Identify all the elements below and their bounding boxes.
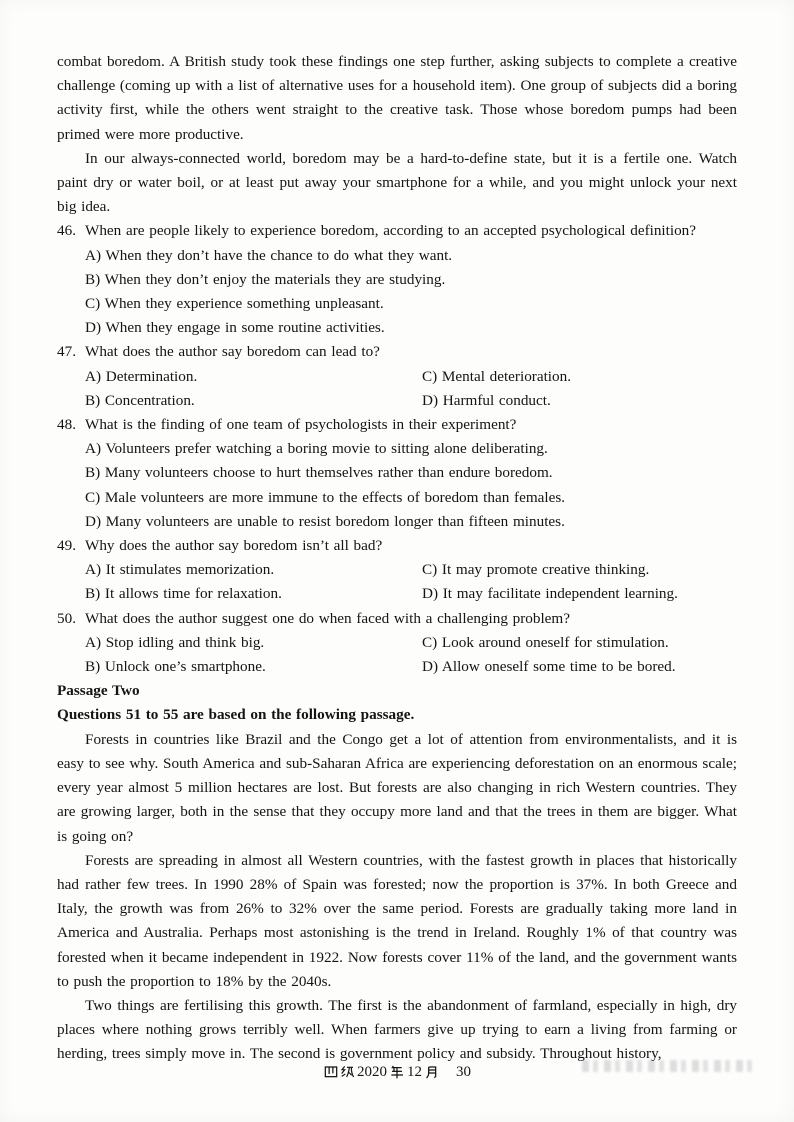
- footer-page-number: 30: [456, 1064, 471, 1080]
- option-d: D) Many volunteers are unable to resist boredom longer than fifteen minutes.: [85, 512, 565, 530]
- paragraph: In our always-connected world, boredom may be a hard-to-define state, but it is a fertile one. Watch paint dry or water boil, or at least put away your smartphone for a while, and you might unlock your next big idea.: [57, 149, 737, 216]
- option-c: C) When they experience something unpleasant.: [85, 295, 384, 313]
- faint-watermark: [582, 1060, 752, 1072]
- question-options: [85, 365, 737, 413]
- question-48: [57, 413, 737, 534]
- option-a: A) Determination.: [85, 367, 198, 385]
- option-d: D) It may facilitate independent learning.: [422, 585, 678, 603]
- paragraph: Two things are fertilising this growth. The first is the abandonment of farmland, especially in high, dry places where nothing grows terribly well. When farmers give up trying to earn a living from farming or herding, trees simply move in. The second is government policy and subsidy. Throughout history,: [57, 996, 737, 1063]
- option-d: D) Harmful conduct.: [422, 391, 551, 409]
- question-stem-row: [57, 219, 737, 243]
- page-content: [57, 50, 737, 1067]
- question-options: [85, 244, 737, 341]
- cjk-character-si: [323, 1064, 339, 1080]
- option-b: B) Unlock one’s smartphone.: [85, 658, 266, 676]
- option-a: A) Stop idling and think big.: [85, 633, 265, 651]
- option-a: A) When they don’t have the chance to do what they want.: [85, 246, 453, 264]
- cjk-character-ji: [339, 1064, 355, 1080]
- question-stem: Why does the author say boredom isn’t all bad?: [85, 537, 383, 555]
- question-options: [85, 558, 737, 606]
- question-options: [85, 437, 737, 534]
- question-stem-row: [57, 413, 737, 437]
- option-c: C) Mental deterioration.: [422, 367, 572, 385]
- question-46: [57, 219, 737, 340]
- option-d: D) Allow oneself some time to be bored.: [422, 658, 676, 676]
- question-stem: When are people likely to experience boredom, according to an accepted psychological definition?: [85, 222, 697, 240]
- question-stem-row: [57, 534, 737, 558]
- passage-two-instruction: Questions 51 to 55 are based on the following passage.: [57, 706, 415, 724]
- footer-year: 2020: [357, 1064, 387, 1080]
- option-a: A) It stimulates memorization.: [85, 561, 275, 579]
- question-number: 48.: [57, 416, 76, 434]
- question-options: [85, 631, 737, 679]
- option-b: B) Many volunteers choose to hurt themselves rather than endure boredom.: [85, 464, 553, 482]
- question-stem: What does the author say boredom can lead to?: [85, 343, 380, 361]
- question-stem: What does the author suggest one do when faced with a challenging problem?: [85, 609, 570, 627]
- question-number: 49.: [57, 537, 76, 555]
- cjk-character-nian: [389, 1064, 405, 1080]
- passage-two: [57, 679, 737, 1066]
- option-b: B) Concentration.: [85, 391, 195, 409]
- question-49: [57, 534, 737, 607]
- passage-two-heading: Passage Two: [57, 682, 140, 700]
- footer-month: 12: [407, 1064, 422, 1080]
- question-50: [57, 607, 737, 680]
- option-c: C) It may promote creative thinking.: [422, 561, 650, 579]
- option-b: B) It allows time for relaxation.: [85, 585, 282, 603]
- question-47: [57, 340, 737, 413]
- paragraph: Forests in countries like Brazil and the Congo get a lot of attention from environmentalists, and it is easy to see why. South America and sub-Saharan Africa are experiencing deforestation on an enormous scale; every year almost 5 million hectares are lost. But forests are also changing in rich Western countries. They are growing larger, both in the sense that they occupy more land and that the trees in them are bigger. What is going on?: [57, 730, 737, 845]
- option-b: B) When they don’t enjoy the materials they are studying.: [85, 270, 446, 288]
- question-number: 46.: [57, 222, 76, 240]
- question-stem-row: [57, 607, 737, 631]
- option-a: A) Volunteers prefer watching a boring movie to sitting alone deliberating.: [85, 440, 548, 458]
- option-d: D) When they engage in some routine activities.: [85, 319, 385, 337]
- paragraph: combat boredom. A British study took these findings one step further, asking subjects to complete a creative challenge (coming up with a list of alternative uses for a household item). One group of subjects did a boring activity first, while the others went straight to the creative task. Those whose boredom pumps had been primed were more productive.: [57, 53, 737, 143]
- question-stem: What is the finding of one team of psychologists in their experiment?: [85, 416, 517, 434]
- option-c: C) Male volunteers are more immune to the effects of boredom than females.: [85, 488, 566, 506]
- question-stem-row: [57, 340, 737, 364]
- cjk-character-yue: [424, 1064, 440, 1080]
- question-number: 47.: [57, 343, 76, 361]
- passage-one-continuation: [57, 50, 737, 219]
- option-c: C) Look around oneself for stimulation.: [422, 633, 669, 651]
- paragraph: Forests are spreading in almost all Western countries, with the fastest growth in places that historically had rather few trees. In 1990 28% of Spain was forested; now the proportion is 37%. In both Greece and Italy, the growth was from 26% to 32% over the same period. Forests are gradually taking more land in America and Australia. Perhaps most astonishing is the trend in Ireland. Roughly 1% of that country was forested when it became independent in 1922. Now forests cover 11% of the land, and the government wants to push the proportion to 18% by the 2040s.: [57, 851, 737, 990]
- question-number: 50.: [57, 609, 76, 627]
